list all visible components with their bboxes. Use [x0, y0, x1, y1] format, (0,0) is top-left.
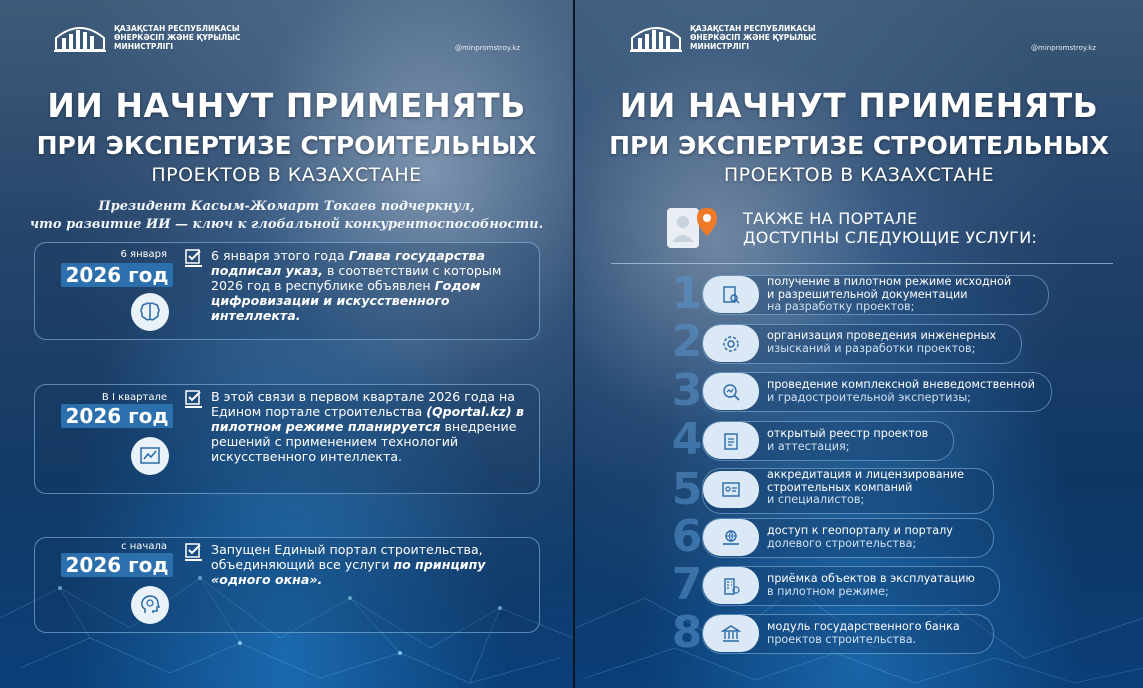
service-line: на разработку проектов;	[767, 300, 915, 313]
ministry-line2: ӨНЕРКӘСІП ЖӘНЕ ҚҰРЫЛЫС	[114, 32, 241, 42]
title-line3: ПРОЕКТОВ В КАЗАХСТАНЕ	[723, 164, 995, 186]
service-line: и аттестация;	[767, 439, 850, 453]
quote-line2: что развитие ИИ — ключ к глобальной конкурентоспособности.	[29, 217, 544, 232]
service-text	[767, 469, 964, 507]
service-number: 1	[671, 268, 703, 319]
card-text-plain: 6 января этого года	[211, 248, 349, 263]
card-year-badge: 2026 год	[61, 263, 173, 287]
card-text-plain: В этой связи в первом квартале 2026 года на Едином портале строительства	[211, 389, 515, 419]
service-text	[767, 428, 928, 453]
service-line: строительных компаний	[767, 480, 913, 494]
globe-laptop-icon	[703, 519, 759, 556]
card-text-plain: в соответствии с которым 2026 год в республике объявлен	[211, 263, 502, 293]
ministry-line2: ӨНЕРКӘСІП ЖӘНЕ ҚҰРЫЛЫС	[690, 32, 817, 42]
timeline-card	[34, 384, 540, 494]
service-line: открытый реестр проектов	[767, 427, 929, 440]
service-line: и разрешительной документации	[767, 287, 968, 301]
card-date-label: с начала	[121, 541, 167, 552]
card-text	[211, 248, 531, 323]
card-text-plain: Запущен Единый портал строительства, объединяющий все услуги	[211, 542, 483, 572]
bank-icon	[703, 615, 759, 652]
clipboard-icon	[703, 422, 759, 459]
ministry-line1: ҚАЗАҚСТАН РЕСПУБЛИКАСЫ	[690, 23, 816, 33]
title-line1: ИИ НАЧНУТ ПРИМЕНЯТЬ	[619, 86, 1099, 125]
chart-icon	[131, 437, 169, 475]
service-line: доступ к геопорталу и порталу	[767, 524, 953, 537]
card-year-badge: 2026 год	[61, 553, 173, 577]
profile-location-icon	[665, 204, 719, 252]
magnifier-icon	[703, 373, 759, 410]
service-text	[767, 379, 1035, 404]
timeline-card	[34, 537, 540, 633]
checkbox-icon	[185, 249, 202, 268]
ai-head-icon	[131, 586, 169, 624]
service-line: и специалистов;	[767, 493, 865, 506]
service-number: 2	[671, 316, 703, 367]
service-number: 5	[671, 464, 703, 515]
service-text	[767, 276, 1011, 314]
building-icon	[703, 567, 759, 604]
service-line: приёмка объектов в эксплуатацию	[767, 572, 975, 585]
services-heading	[743, 209, 1037, 247]
ministry-line1: ҚАЗАҚСТАН РЕСПУБЛИКАСЫ	[114, 23, 240, 33]
quote-subtitle	[0, 198, 573, 234]
service-line: модуль государственного банка	[767, 620, 960, 633]
timeline-card	[34, 242, 540, 340]
card-text-bold: по принципу «одного окна».	[211, 557, 486, 587]
service-line: проведение комплексной вневедомственной	[767, 378, 1035, 391]
title-line1: ИИ НАЧНУТ ПРИМЕНЯТЬ	[47, 86, 526, 125]
service-line: получение в пилотном режиме исходной	[767, 275, 1012, 288]
service-line: проектов строительства.	[767, 632, 917, 646]
service-number: 4	[671, 414, 703, 465]
title-line2: ПРИ ЭКСПЕРТИЗЕ СТРОИТЕЛЬНЫХ	[36, 131, 537, 160]
service-line: организация проведения инженерных	[767, 329, 997, 342]
card-year-badge: 2026 год	[61, 404, 173, 428]
title-line2: ПРИ ЭКСПЕРТИЗЕ СТРОИТЕЛЬНЫХ	[609, 131, 1109, 160]
ministry-line3: МИНИСТРЛІГІ	[690, 41, 750, 51]
license-icon	[703, 471, 759, 508]
instagram-handle: @minpromstroy.kz	[1031, 44, 1096, 52]
document-search-icon	[703, 276, 759, 313]
checkbox-icon	[185, 390, 202, 409]
service-number: 7	[671, 559, 703, 610]
service-line: в пилотном режиме;	[767, 584, 889, 598]
ministry-logo	[628, 20, 817, 54]
gear-icon	[703, 325, 759, 362]
instagram-handle: @minpromstroy.kz	[455, 44, 520, 52]
checkbox-icon	[185, 543, 202, 562]
card-text-bold: Глава государства подписал указ,	[211, 248, 486, 278]
brain-icon	[131, 293, 169, 331]
ministry-emblem-icon	[52, 20, 108, 54]
services-heading-line1: ТАКЖЕ НА ПОРТАЛЕ	[743, 209, 918, 228]
quote-line1: Президент Касым-Жомарт Токаев подчеркнул,	[98, 199, 475, 214]
services-divider	[611, 263, 1113, 264]
right-slide	[575, 0, 1143, 688]
service-line: долевого строительства;	[767, 536, 917, 550]
card-text	[211, 542, 531, 587]
service-line: и градостроительной экспертизы;	[767, 390, 971, 404]
service-line: изысканий и разработки проектов;	[767, 341, 976, 355]
service-text	[767, 330, 996, 355]
service-number: 8	[671, 607, 703, 658]
service-text	[767, 621, 960, 646]
ministry-logo	[52, 20, 241, 54]
card-text-bold: (Qportal.kz) в пилотном режиме планируется	[211, 404, 524, 434]
title-line3: ПРОЕКТОВ В КАЗАХСТАНЕ	[151, 164, 422, 186]
services-heading-line2: ДОСТУПНЫ СЛЕДУЮЩИЕ УСЛУГИ:	[743, 228, 1038, 247]
service-number: 6	[671, 511, 703, 562]
service-text	[767, 525, 953, 550]
card-text-plain: внедрение решений с применением технологий искусственного интеллекта.	[211, 419, 517, 464]
card-date-label: 6 января	[120, 249, 167, 260]
service-line: аккредитация и лицензирование	[767, 468, 965, 481]
ministry-line3: МИНИСТРЛІГІ	[114, 41, 174, 51]
service-text	[767, 573, 975, 598]
card-text	[211, 389, 531, 464]
service-number: 3	[671, 365, 703, 416]
card-text-bold: Годом цифровизации и искусственного интеллекта.	[211, 278, 481, 323]
card-date-label: В I квартале	[101, 392, 167, 403]
ministry-emblem-icon	[628, 20, 684, 54]
